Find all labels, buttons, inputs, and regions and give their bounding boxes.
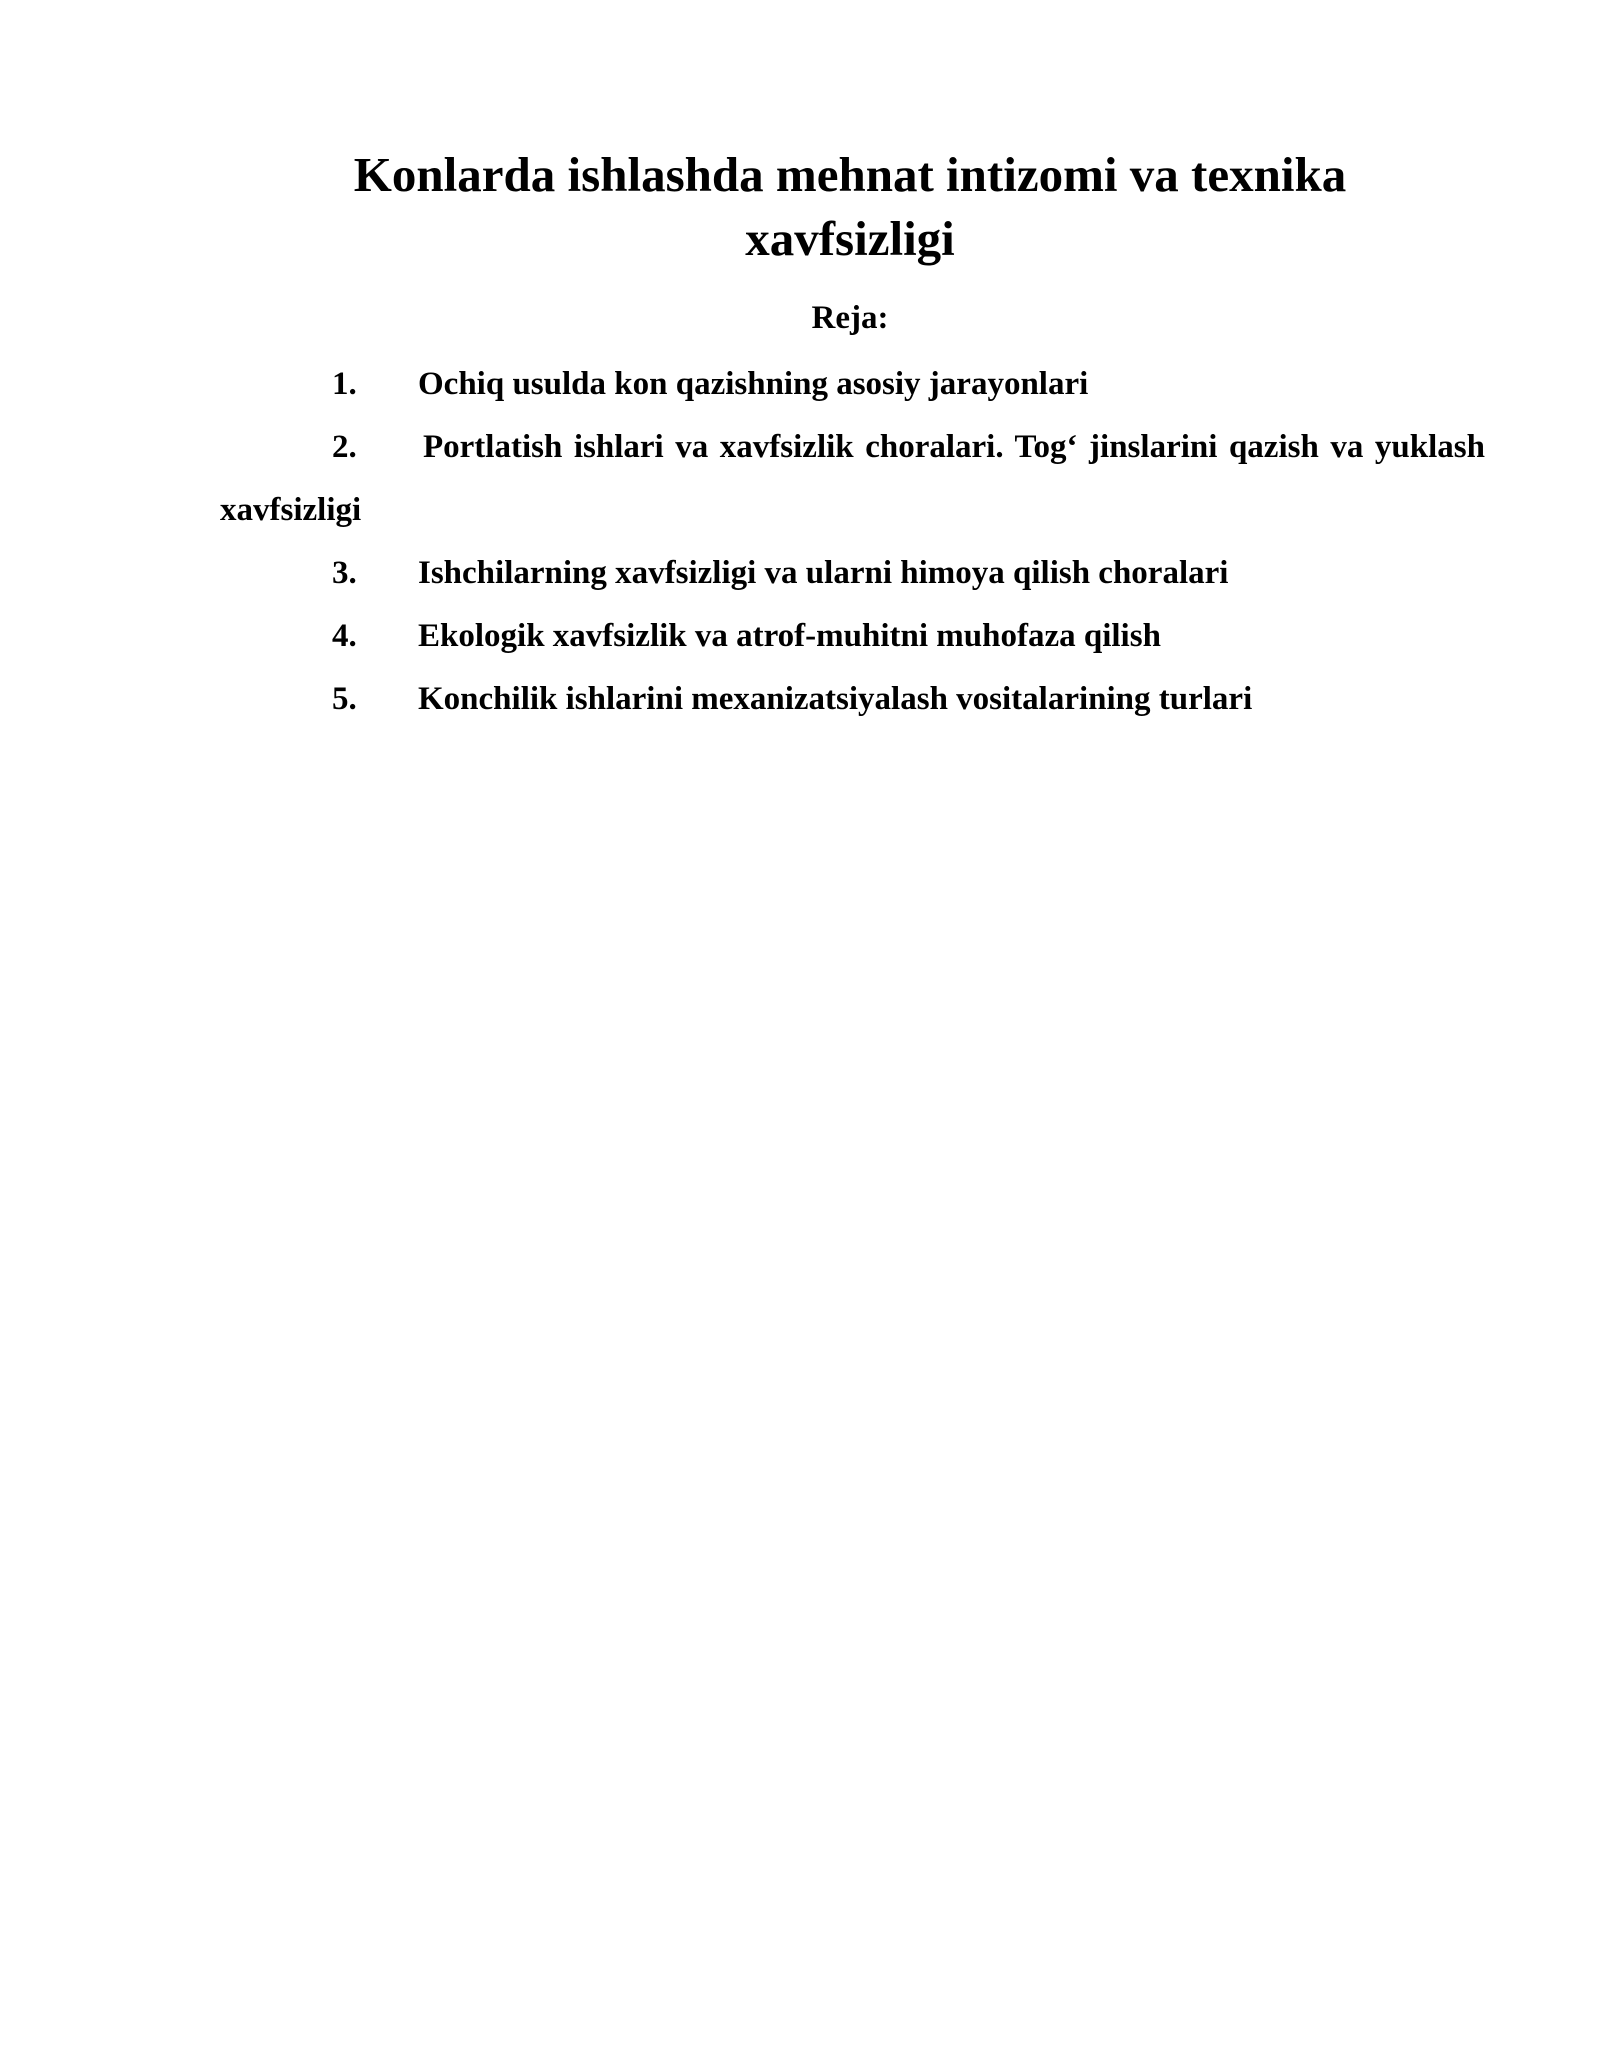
plan-item-text: Ishchilarning xavfsizligi va ularni himoya qilish choralari bbox=[418, 555, 1229, 591]
plan-item-text: Ochiq usulda kon qazishning asosiy jarayonlari bbox=[418, 366, 1089, 402]
plan-item-number: 4. bbox=[332, 618, 357, 654]
plan-item-text: Ekologik xavfsizlik va atrof-muhitni muhofaza qilish bbox=[418, 618, 1161, 654]
plan-item-number: 2. bbox=[332, 429, 357, 465]
plan-item-number: 5. bbox=[332, 681, 357, 717]
plan-item-number: 1. bbox=[332, 366, 357, 402]
document-title: Konlarda ishlashda mehnat intizomi va texnika xavfsizligi bbox=[353, 147, 1347, 266]
plan-item-number: 3. bbox=[332, 555, 357, 591]
plan-heading: Reja: bbox=[811, 300, 889, 336]
plan-item bbox=[220, 416, 1485, 542]
plan-item-text: Konchilik ishlarini mexanizatsiyalash vositalarining turlari bbox=[418, 681, 1253, 717]
plan-item-text: Portlatish ishlari va xavfsizlik choralari. Tog‘ jinslarini qazish va yuklash xavfsizligi bbox=[220, 429, 1485, 528]
